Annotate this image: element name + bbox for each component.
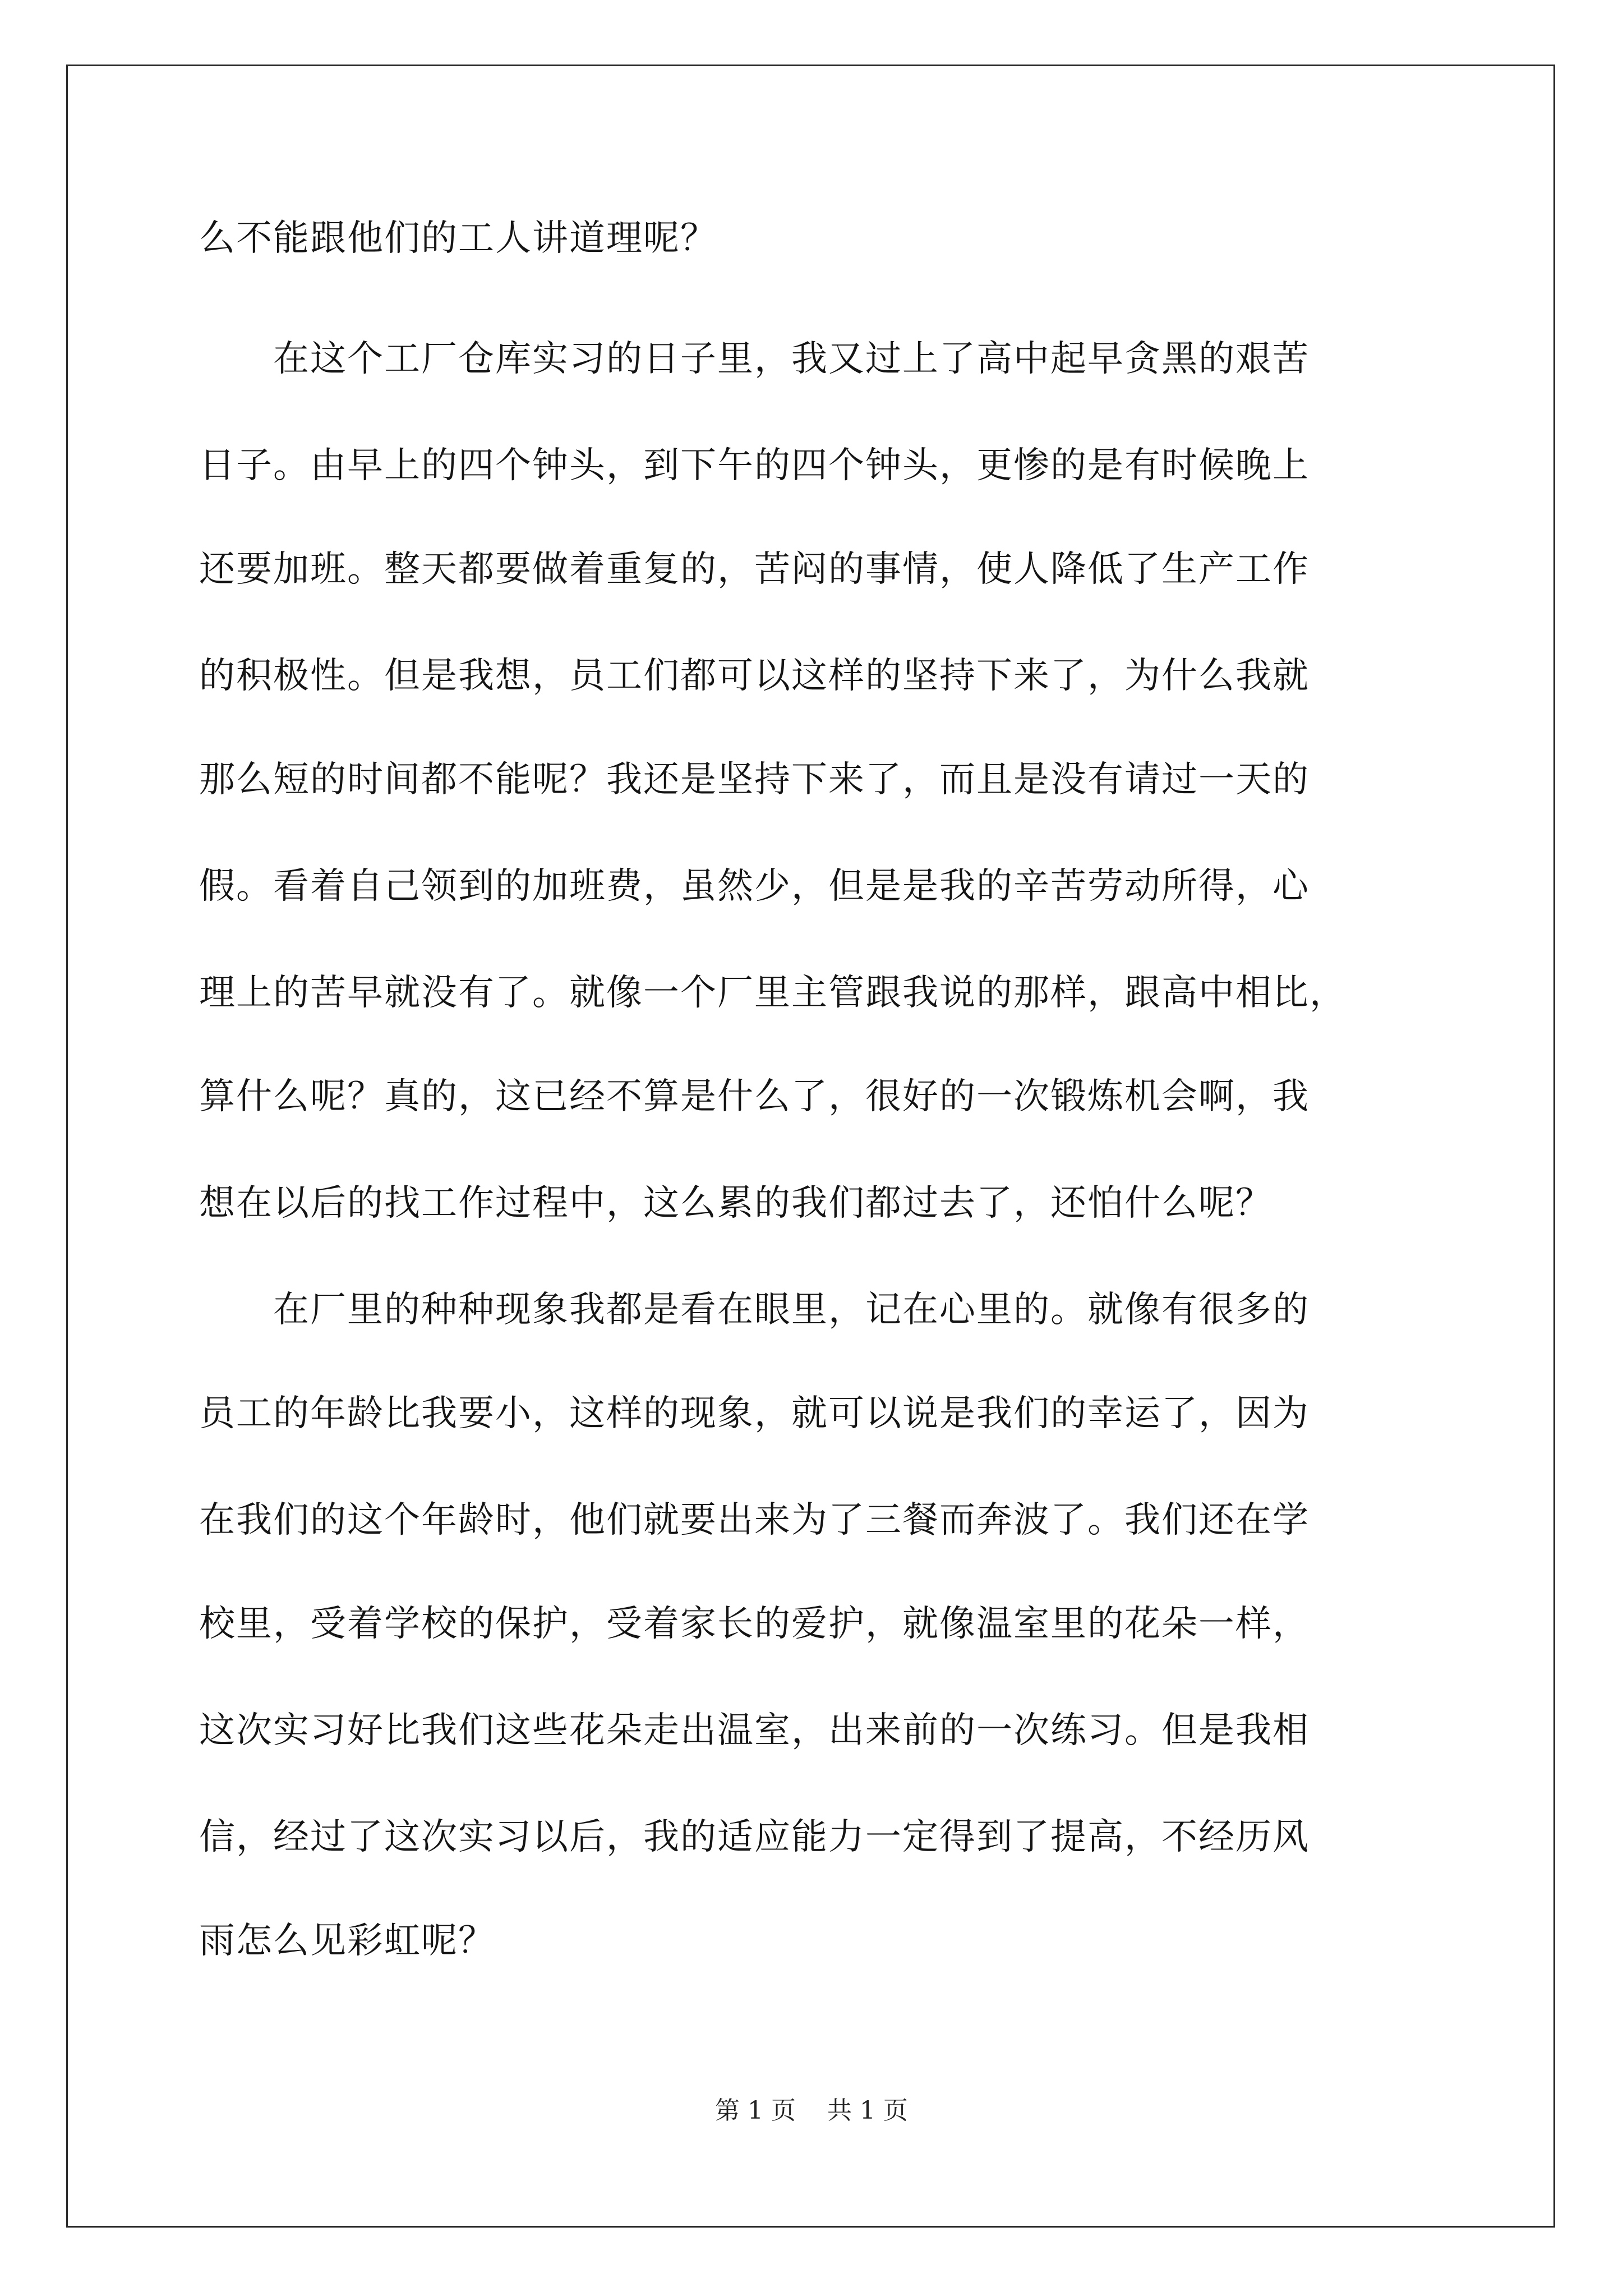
text-line: 那么短的时间都不能呢？我还是坚持下来了，而且是没有请过一天的 xyxy=(199,759,1310,800)
text-line: 还要加班。整天都要做着重复的，苦闷的事情，使人降低了生产工作 xyxy=(199,549,1310,590)
text-line: 在厂里的种种现象我都是看在眼里，记在心里的。就像有很多的 xyxy=(199,1289,1310,1331)
text-line: 想在以后的找工作过程中，这么累的我们都过去了，还怕什么呢？ xyxy=(199,1182,1272,1224)
text-line: 员工的年龄比我要小，这样的现象，就可以说是我们的幸运了，因为 xyxy=(199,1393,1310,1434)
text-line: 算什么呢？真的，这已经不算是什么了，很好的一次锻炼机会啊，我 xyxy=(199,1076,1310,1117)
text-line: 日子。由早上的四个钟头，到下午的四个钟头，更惨的是有时候晚上 xyxy=(199,445,1310,486)
text-line: 的积极性。但是我想，员工们都可以这样的坚持下来了，为什么我就 xyxy=(199,655,1310,697)
text-line: 在这个工厂仓库实习的日子里，我又过上了高中起早贪黑的艰苦 xyxy=(199,338,1310,380)
text-line: 假。看着自己领到的加班费，虽然少，但是是我的辛苦劳动所得，心 xyxy=(199,866,1310,907)
text-line: 信，经过了这次实习以后，我的适应能力一定得到了提高，不经历风 xyxy=(199,1816,1310,1858)
text-line: 雨怎么见彩虹呢？ xyxy=(199,1920,495,1962)
text-line: 理上的苦早就没有了。就像一个厂里主管跟我说的那样，跟高中相比， xyxy=(199,972,1347,1014)
text-line: 么不能跟他们的工人讲道理呢？ xyxy=(199,218,717,259)
text-line: 在我们的这个年龄时，他们就要出来为了三餐而奔波了。我们还在学 xyxy=(199,1499,1310,1541)
page-footer: 第 1 页 共 1 页 xyxy=(715,2096,908,2125)
text-line: 这次实习好比我们这些花朵走出温室，出来前的一次练习。但是我相 xyxy=(199,1710,1310,1751)
text-line: 校里，受着学校的保护，受着家长的爱护，就像温室里的花朵一样， xyxy=(199,1603,1310,1645)
page-border xyxy=(66,65,1555,2228)
